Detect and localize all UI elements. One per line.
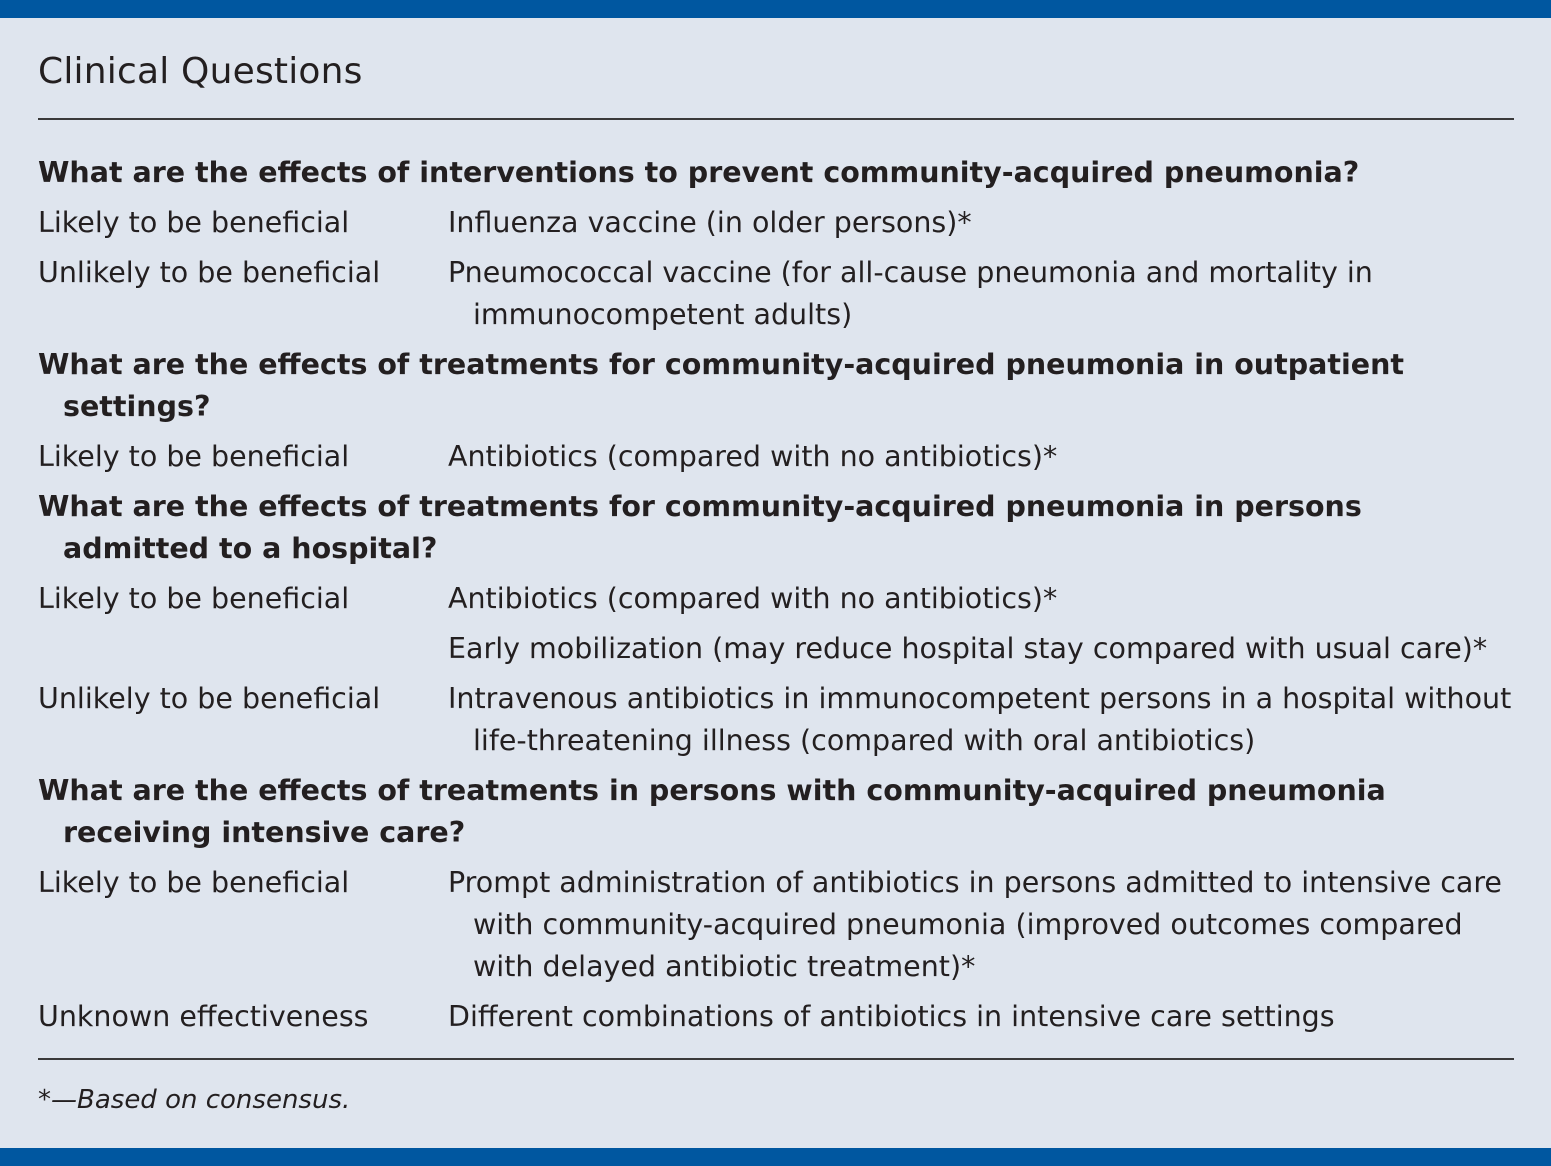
question-heading: What are the effects of treatments in persons with community-acquired pneumonia receiving intensive care?	[38, 774, 1386, 849]
footnote: *—Based on consensus.	[38, 1085, 351, 1115]
question-section-outpatient	[38, 344, 1514, 478]
evidence-category	[38, 628, 448, 670]
intervention-text: Different combinations of antibiotics in intensive care settings	[448, 1000, 1335, 1033]
question-heading: What are the effects of treatments for community-acquired pneumonia in persons admitted to a hospital?	[38, 490, 1362, 565]
evidence-category: Unlikely to be beneficial	[38, 682, 381, 715]
bottom-accent-bar	[0, 1148, 1551, 1166]
evidence-row	[38, 628, 1514, 670]
evidence-category: Likely to be beneficial	[38, 440, 350, 473]
evidence-category: Likely to be beneficial	[38, 866, 350, 899]
intervention-text: Intravenous antibiotics in immunocompetent persons in a hospital without life-threatening illness (compared with oral antibiotics)	[448, 682, 1512, 757]
evidence-row	[38, 202, 1514, 244]
intervention-text: Influenza vaccine (in older persons)*	[448, 206, 972, 239]
questions-list	[38, 152, 1514, 1046]
question-section-intensive-care	[38, 770, 1514, 1038]
intervention-text: Pneumococcal vaccine (for all-cause pneumonia and mortality in immunocompetent adults)	[448, 256, 1373, 331]
page-title: Clinical Questions	[38, 51, 363, 92]
intervention-text: Antibiotics (compared with no antibiotics)*	[448, 440, 1058, 473]
evidence-row	[38, 862, 1514, 988]
evidence-row	[38, 252, 1514, 336]
evidence-category: Unknown effectiveness	[38, 1000, 369, 1033]
top-divider	[38, 118, 1514, 120]
evidence-category: Likely to be beneficial	[38, 582, 350, 615]
question-heading: What are the effects of interventions to prevent community-acquired pneumonia?	[38, 156, 1360, 189]
question-heading: What are the effects of treatments for community-acquired pneumonia in outpatient settings?	[38, 348, 1404, 423]
intervention-text: Antibiotics (compared with no antibiotics)*	[448, 582, 1058, 615]
question-section-hospital	[38, 486, 1514, 762]
evidence-category: Likely to be beneficial	[38, 206, 350, 239]
intervention-text: Prompt administration of antibiotics in persons admitted to intensive care with community-acquired pneumonia (improved outcomes compared with delayed antibiotic treatment)*	[448, 866, 1502, 983]
evidence-row	[38, 436, 1514, 478]
evidence-row	[38, 996, 1514, 1038]
intervention-text: Early mobilization (may reduce hospital stay compared with usual care)*	[448, 632, 1488, 665]
question-section-prevention	[38, 152, 1514, 336]
evidence-row	[38, 678, 1514, 762]
evidence-row	[38, 578, 1514, 620]
bottom-divider	[38, 1058, 1514, 1060]
evidence-category: Unlikely to be beneficial	[38, 256, 381, 289]
top-accent-bar	[0, 0, 1551, 18]
